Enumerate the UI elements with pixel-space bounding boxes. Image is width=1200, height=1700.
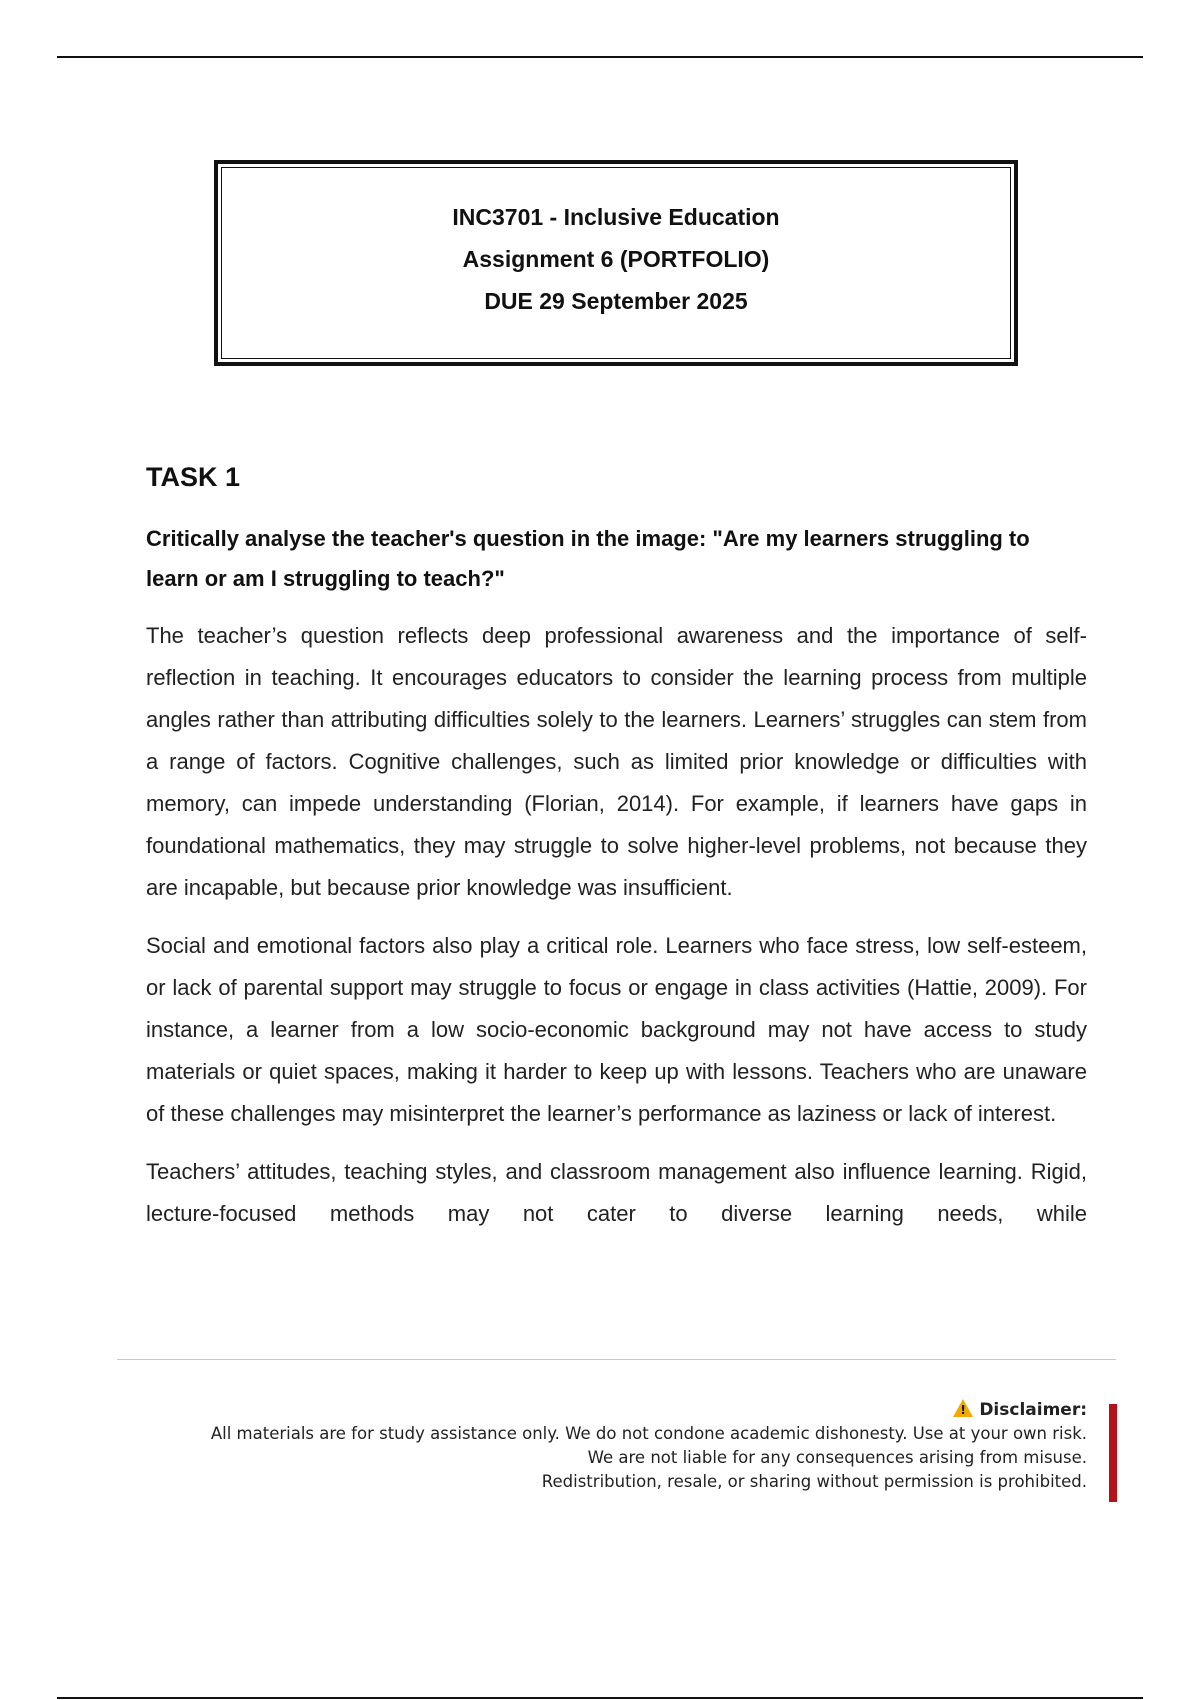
disclaimer-title: Disclaimer:: [979, 1400, 1087, 1420]
task-heading: TASK 1: [146, 462, 241, 492]
due-date: DUE 29 September 2025: [484, 288, 748, 314]
paragraph-2: Social and emotional factors also play a critical role. Learners who face stress, low self-esteem, or lack of parental support may struggle to focus or engage in class activities (Hattie, 2009). For instance, a learner from a low socio-economic background may not have access to study materials or quiet spaces, making it harder to keep up with lessons. Teachers who are unaware of these challenges may misinterpret the learner’s performance as laziness or lack of interest.: [146, 933, 1087, 1126]
disclaimer-line-1: All materials are for study assistance only. We do not condone academic dishonesty. Use at your own risk.: [210, 1424, 1087, 1443]
title-box: [214, 160, 1018, 366]
assignment-title: Assignment 6 (PORTFOLIO): [462, 246, 770, 272]
task-question: Critically analyse the teacher's question in the image: "Are my learners struggling to learn or am I struggling to teach?": [146, 526, 1030, 591]
disclaimer-header: [187, 1398, 1087, 1422]
disclaimer-line-3: Redistribution, resale, or sharing without permission is prohibited.: [541, 1472, 1087, 1491]
title-box-inner: [221, 167, 1011, 359]
course-title: INC3701 - Inclusive Education: [452, 204, 780, 230]
page-top-rule: [57, 56, 1143, 58]
paragraph-1: The teacher’s question reflects deep professional awareness and the importance of self-reflection in teaching. It encourages educators to consider the learning process from multiple angles rather than attributing difficulties solely to the learners. Learners’ struggles can stem from a range of factors. Cognitive challenges, such as limited prior knowledge or difficulties with memory, can impede understanding (Florian, 2014). For example, if learners have gaps in foundational mathematics, they may struggle to solve higher-level problems, not because they are incapable, but because prior knowledge was insufficient.: [146, 623, 1087, 900]
warning-icon: [953, 1399, 973, 1417]
disclaimer-line-2: We are not liable for any consequences arising from misuse.: [587, 1448, 1087, 1467]
page-bottom-rule: [57, 1697, 1143, 1699]
disclaimer-accent-bar: [1109, 1404, 1117, 1502]
footer-divider: [117, 1359, 1116, 1360]
document-body: [146, 462, 1087, 1251]
disclaimer: [187, 1398, 1087, 1494]
paragraph-3: Teachers’ attitudes, teaching styles, and classroom management also influence learning. Rigid, lecture-focused methods may not cater to diverse learning needs, while: [146, 1159, 1087, 1226]
